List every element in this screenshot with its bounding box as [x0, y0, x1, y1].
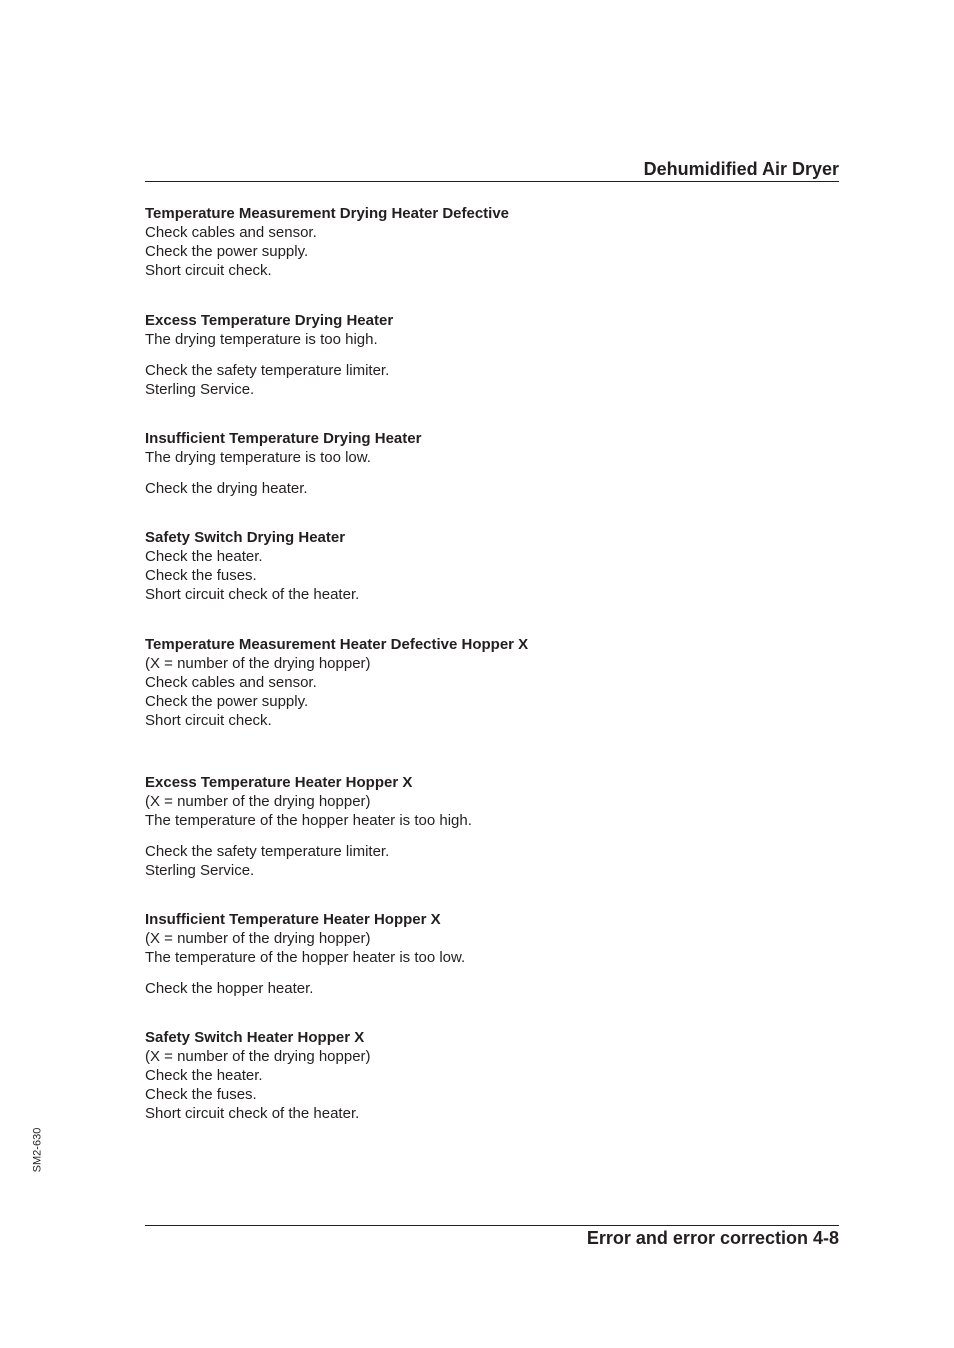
section-heading: Safety Switch Heater Hopper X: [145, 1029, 365, 1046]
error-section-safety-switch-heater-hopper: [145, 1028, 835, 1123]
section-line: The drying temperature is too low.: [145, 449, 371, 466]
section-line: Short circuit check.: [145, 712, 272, 729]
section-line: Check the fuses.: [145, 1086, 257, 1103]
error-section-safety-switch-drying-heater: [145, 528, 835, 604]
section-line: The temperature of the hopper heater is too low.: [145, 949, 466, 966]
section-action: Check the safety temperature limiter.: [145, 362, 390, 379]
section-line: Short circuit check.: [145, 262, 272, 279]
section-heading: Safety Switch Drying Heater: [145, 529, 346, 546]
error-section-temp-measurement-drying-heater: [145, 204, 835, 280]
page-header-title: Dehumidified Air Dryer: [643, 159, 839, 179]
section-line: The drying temperature is too high.: [145, 331, 378, 348]
section-heading: Temperature Measurement Heater Defective Hopper X: [145, 636, 529, 653]
section-line: (X = number of the drying hopper): [145, 1048, 371, 1065]
section-action: Check the safety temperature limiter.: [145, 843, 390, 860]
error-section-insufficient-temp-drying-heater: [145, 429, 835, 498]
page-footer-title: Error and error correction 4-8: [586, 1228, 839, 1248]
section-line: Check the power supply.: [145, 243, 309, 260]
section-line: (X = number of the drying hopper): [145, 793, 371, 810]
section-action: Check the hopper heater.: [145, 980, 314, 997]
error-section-excess-temp-heater-hopper: [145, 773, 835, 880]
section-heading: Insufficient Temperature Heater Hopper X: [145, 911, 441, 928]
section-action: Check the drying heater.: [145, 480, 308, 497]
section-line: Check cables and sensor.: [145, 674, 317, 691]
section-line: The temperature of the hopper heater is too high.: [145, 812, 472, 829]
section-action: Sterling Service.: [145, 862, 255, 879]
section-line: Check the heater.: [145, 1067, 263, 1084]
section-heading: Temperature Measurement Drying Heater Defective: [145, 205, 510, 222]
document-code: SM2-630: [31, 1127, 44, 1173]
section-heading: Insufficient Temperature Drying Heater: [145, 430, 422, 447]
footer-divider: [145, 1225, 839, 1226]
section-line: Check the heater.: [145, 548, 263, 565]
section-line: Short circuit check of the heater.: [145, 586, 360, 603]
section-line: Short circuit check of the heater.: [145, 1105, 360, 1122]
header-divider: [145, 181, 839, 182]
section-heading: Excess Temperature Heater Hopper X: [145, 774, 413, 791]
error-section-insufficient-temp-heater-hopper: [145, 910, 835, 998]
section-line: (X = number of the drying hopper): [145, 930, 371, 947]
section-line: Check cables and sensor.: [145, 224, 317, 241]
section-line: (X = number of the drying hopper): [145, 655, 371, 672]
error-section-temp-measurement-heater-hopper: [145, 635, 835, 730]
section-line: Check the fuses.: [145, 567, 257, 584]
section-line: Check the power supply.: [145, 693, 309, 710]
section-action: Sterling Service.: [145, 381, 255, 398]
section-heading: Excess Temperature Drying Heater: [145, 312, 394, 329]
error-section-excess-temp-drying-heater: [145, 311, 835, 399]
